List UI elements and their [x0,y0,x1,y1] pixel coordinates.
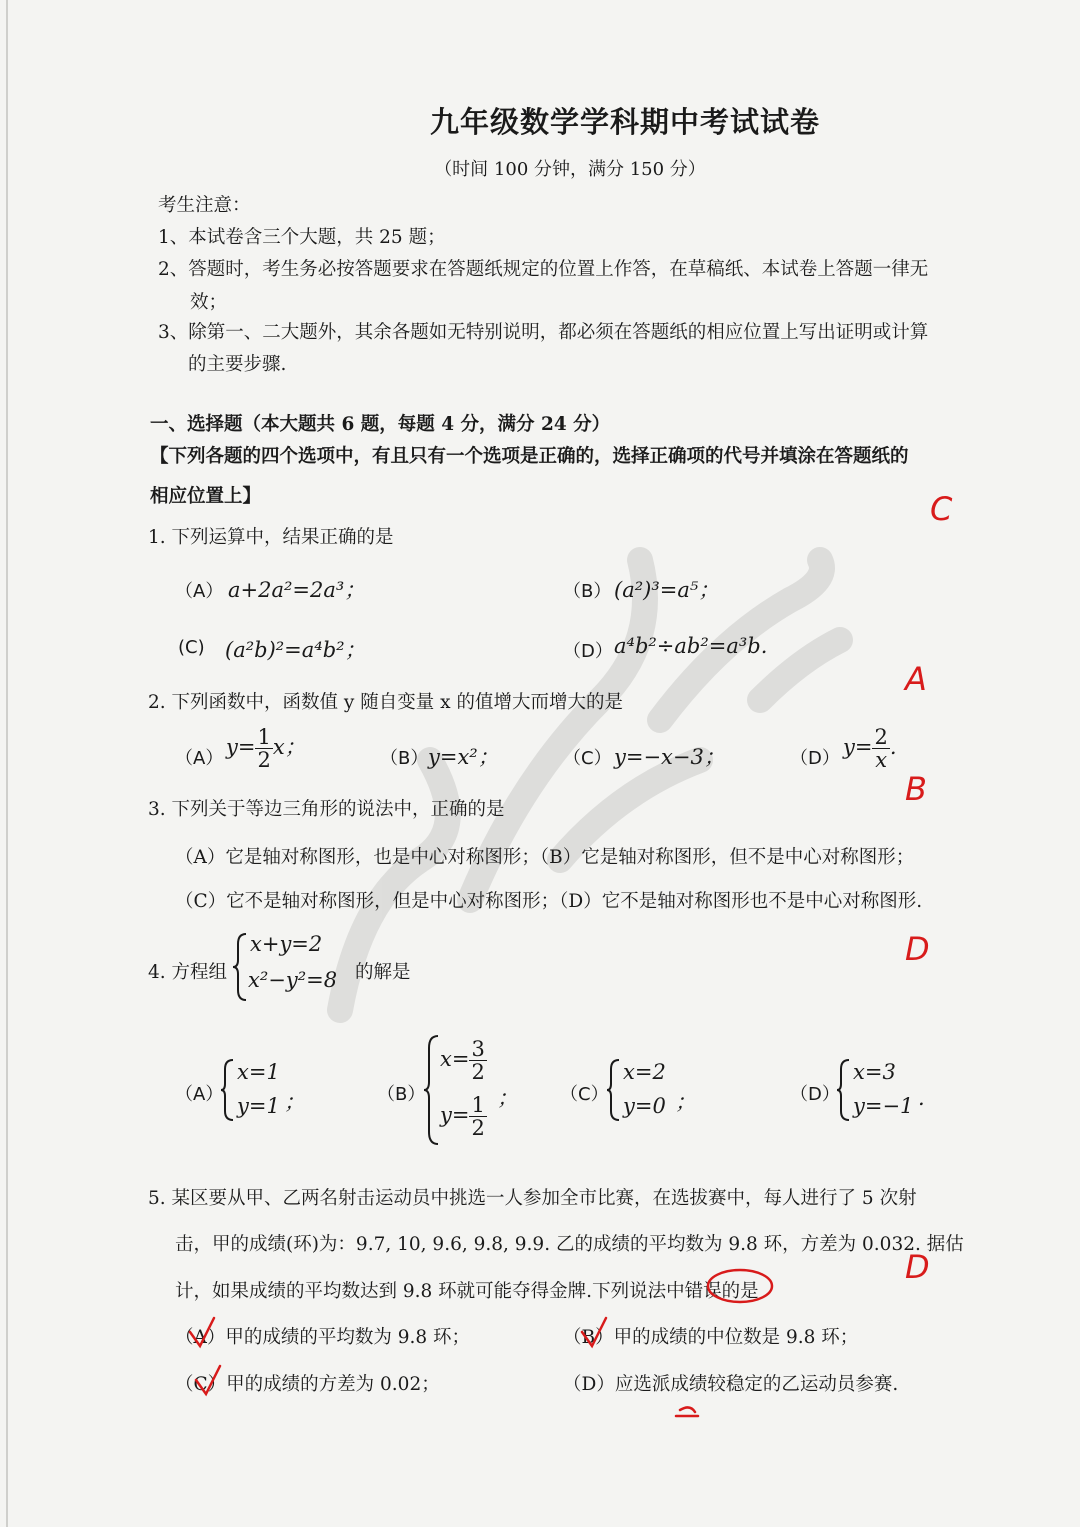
option-label: (C) [178,637,205,658]
handwritten-answer: C [930,490,953,528]
option-label: （A） [175,1084,224,1105]
question-stem: 4. 方程组 [148,962,228,983]
denominator: 2 [257,748,271,773]
punct: . [918,1086,925,1110]
system-line: y=1 [237,1094,280,1118]
punct: ； [284,1090,305,1114]
equation: x²−y²=8 [248,968,338,992]
option-line: （A）甲的成绩的平均数为 9.8 环； [175,1327,471,1348]
option-line: （A）它是轴对称图形，也是中心对称图形；（B）它是轴对称图形，但不是中心对称图形； [175,847,915,868]
system-line: x=2 [623,1060,666,1084]
option-expr: y=x²； [428,745,499,769]
denominator: 2 [471,1060,485,1085]
option-label: （D） [790,748,840,769]
numerator: 2 [874,725,888,749]
exam-subtitle: （时间 100 分钟，满分 150 分） [434,159,706,180]
expr-part: x= [440,1047,470,1072]
handwritten-answer: D [905,930,930,968]
numerator: 1 [257,725,271,749]
expr-part: y= [440,1103,470,1128]
question-stem: 击，甲的成绩(环)为：9.7, 10, 9.6, 9.8, 9.9. 乙的成绩的平均数为 9.8 环，方差为 0.032. 据估 [175,1234,964,1255]
numerator: 3 [471,1037,485,1061]
option-expr: (a²)³=a⁵； [614,578,720,602]
expr-part: x； [272,735,306,760]
circle-mark [708,1270,772,1302]
check-mark [196,1366,220,1394]
punct: ； [675,1090,696,1114]
check-mark [190,1318,214,1346]
system-line: y=−1 [853,1094,914,1118]
option-line: （C）它不是轴对称图形，但是中心对称图形；（D）它不是轴对称图形也不是中心对称图形. [175,891,923,912]
option-line: （B）甲的成绩的中位数是 9.8 环； [563,1327,859,1348]
question-stem: 5. 某区要从甲、乙两名射击运动员中挑选一人参加全市比赛，在选拔赛中，每人进行了 5 次射 [148,1188,917,1209]
section-instruction: 【下列各题的四个选项中，有且只有一个选项是正确的，选择正确项的代号并填涂在答题纸的 [150,446,909,467]
notice-item: 3、除第一、二大题外，其余各题如无特别说明，都必须在答题纸的相应位置上写出证明或计算 [158,322,929,343]
option-label: （D） [563,641,613,662]
check-mark [582,1318,606,1346]
question-stem: 1. 下列运算中，结果正确的是 [148,527,394,548]
system-line: x=3 [853,1060,896,1084]
numerator: 1 [471,1093,485,1117]
notice-item: 效； [190,292,228,313]
denominator: 2 [471,1116,485,1141]
option-label: （C） [560,1084,609,1105]
exam-title: 九年级数学学科期中考试试卷 [429,105,820,139]
expr-part: y= [843,735,873,760]
section-heading: 一、选择题（本大题共 6 题，每题 4 分，满分 24 分） [150,414,611,435]
system-line: x=1 [237,1060,280,1084]
expr-part: . [889,735,897,760]
option-label: （D） [790,1084,840,1105]
option-label: （B） [563,581,612,602]
notice-heading: 考生注意： [158,195,251,216]
option-label: （A） [175,748,224,769]
option-label: （A） [175,581,224,602]
option-expr: y=−x−3； [614,745,725,769]
punct: ； [497,1086,518,1110]
notice-item: 的主要步骤. [188,354,287,375]
option-line: （D）应选派成绩较稳定的乙运动员参赛. [563,1374,899,1395]
option-label: （B） [377,1084,426,1105]
system-line: y=0 [623,1094,666,1118]
equation: x+y=2 [250,932,323,956]
question-stem: 3. 下列关于等边三角形的说法中，正确的是 [148,799,505,820]
option-line: （C）甲的成绩的方差为 0.02； [175,1374,440,1395]
handwritten-answer: A [905,660,927,698]
option-expr: (a²b)²=a⁴b²； [225,638,366,662]
option-expr: a⁴b²÷ab²=a³b. [614,634,768,658]
option-expr: a+2a²=2a³； [228,578,366,602]
handwritten-answer: D [905,1248,930,1286]
notice-item: 2、答题时，考生务必按答题要求在答题纸规定的位置上作答，在草稿纸、本试卷上答题一律无 [158,259,929,280]
question-stem: 计，如果成绩的平均数达到 9.8 环就可能夺得金牌.下列说法中错误的是 [175,1281,759,1302]
expr-part: y= [226,735,256,760]
notice-item: 1、本试卷含三个大题，共 25 题； [158,227,446,248]
question-stem: 的解是 [355,962,411,983]
question-stem: 2. 下列函数中，函数值 y 随自变量 x 的值增大而增大的是 [148,692,623,713]
section-instruction: 相应位置上】 [150,486,262,507]
handwritten-answer: B [905,770,927,808]
scribble-mark [680,1407,695,1412]
denominator: x [875,748,888,773]
option-label: （B） [380,748,429,769]
option-label: （C） [563,748,612,769]
